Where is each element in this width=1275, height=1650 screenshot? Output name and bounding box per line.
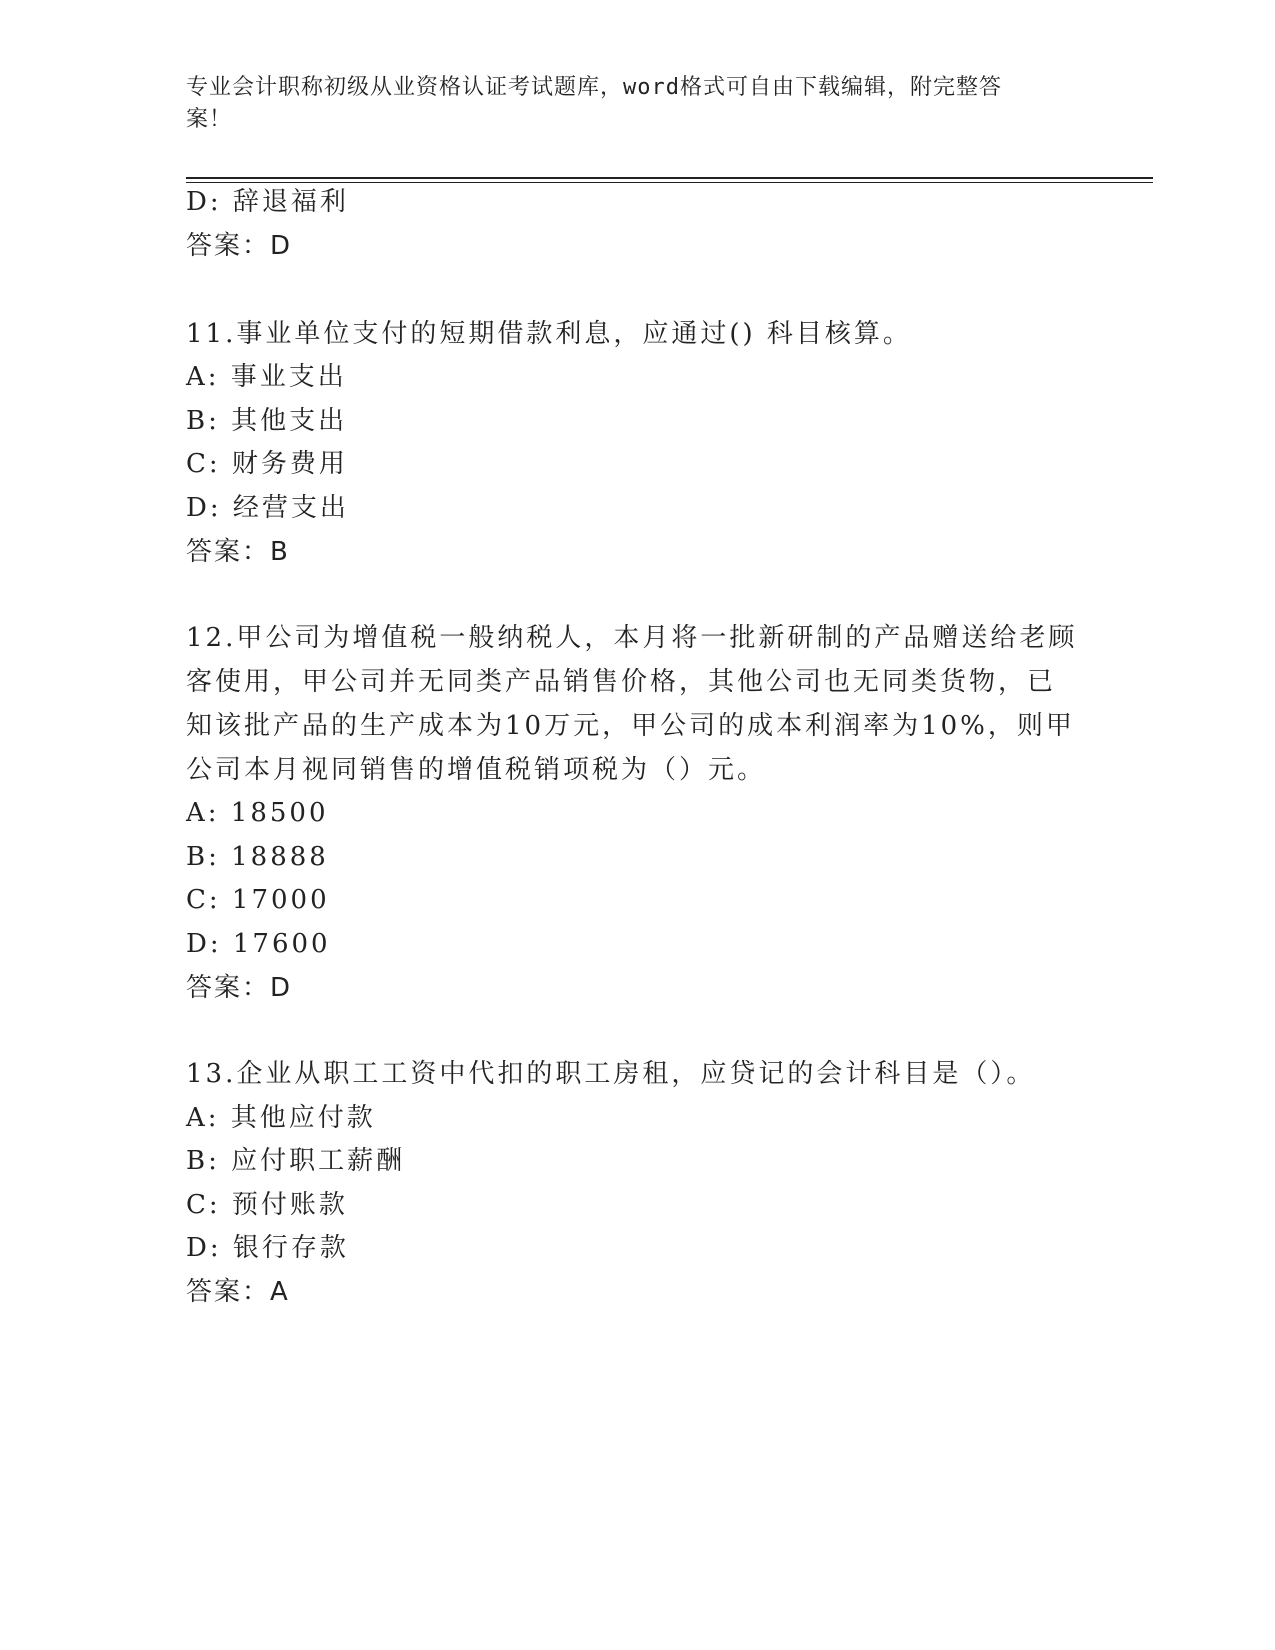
q12-stem-line-3: 知该批产品的生产成本为10万元，甲公司的成本利润率为10%，则甲 xyxy=(186,711,1075,741)
q11-option-c: C: 财务费用 xyxy=(186,449,348,479)
header-divider-thick xyxy=(186,177,1153,179)
q11-stem: 11.事业单位支付的短期借款利息，应通过() 科目核算。 xyxy=(186,319,912,349)
q11-option-d: D: 经营支出 xyxy=(186,493,349,523)
q12-option-d: D: 17600 xyxy=(186,929,331,959)
header-divider-thin xyxy=(186,182,1153,183)
prev-answer: 答案：D xyxy=(186,231,293,261)
q13-option-b: B: 应付职工薪酬 xyxy=(186,1146,406,1176)
q13-option-c: C: 预付账款 xyxy=(186,1190,348,1220)
q11-option-b: B: 其他支出 xyxy=(186,406,348,436)
q13-option-a: A: 其他应付款 xyxy=(186,1103,376,1133)
q11-answer: 答案：B xyxy=(186,537,290,567)
q11-option-a: A: 事业支出 xyxy=(186,362,347,392)
q13-stem: 13.企业从职工工资中代扣的职工房租，应贷记的会计科目是（）。 xyxy=(186,1059,1036,1089)
q12-stem-line-2: 客使用，甲公司并无同类产品销售价格，其他公司也无同类货物，已 xyxy=(186,667,1057,697)
header-line-2: 案！ xyxy=(186,107,233,132)
q13-answer: 答案：A xyxy=(186,1277,290,1307)
q13-option-d: D: 银行存款 xyxy=(186,1233,349,1263)
q12-option-a: A: 18500 xyxy=(186,798,329,828)
prev-option-d: D: 辞退福利 xyxy=(186,187,349,217)
q12-stem-line-1: 12.甲公司为增值税一般纳税人，本月将一批新研制的产品赠送给老顾 xyxy=(186,623,1078,653)
q12-option-b: B: 18888 xyxy=(186,842,329,872)
page-header xyxy=(186,72,1066,136)
header-line-1: 专业会计职称初级从业资格认证考试题库，word格式可自由下载编辑，附完整答 xyxy=(186,75,1002,100)
q12-stem-line-4: 公司本月视同销售的增值税销项税为（）元。 xyxy=(186,755,767,785)
q12-option-c: C: 17000 xyxy=(186,885,330,915)
q12-answer: 答案：D xyxy=(186,973,293,1003)
